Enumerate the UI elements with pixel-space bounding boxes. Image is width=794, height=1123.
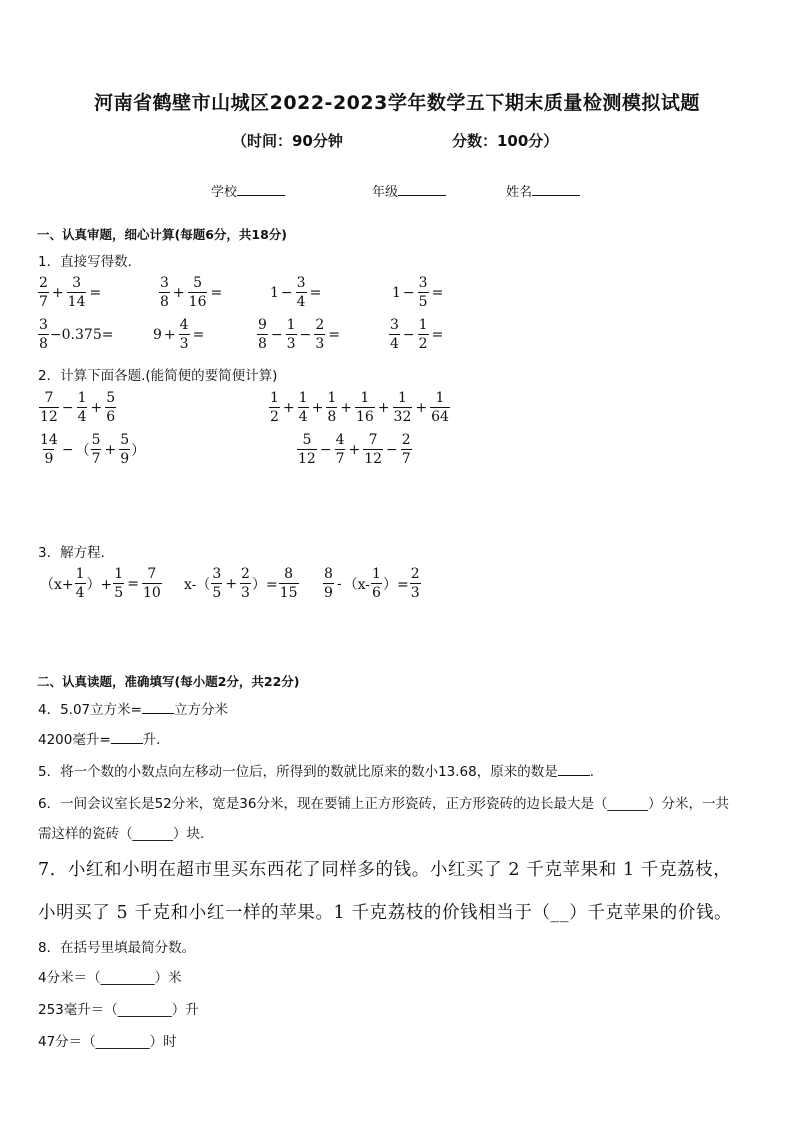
- fraction: $\frac{2}{7}$: [401, 432, 411, 467]
- fraction: $\frac{3}{8}$: [39, 317, 48, 352]
- page-title: 河南省鹤壁市山城区2022-2023学年数学五下期末质量检测模拟试题: [94, 92, 700, 114]
- school-field[interactable]: [211, 181, 285, 200]
- fraction: $\frac{8}{15}$: [279, 566, 298, 601]
- exam-score: 分数：100分）: [452, 132, 559, 150]
- q8-item-3: 47分＝（________）时: [38, 1034, 177, 1050]
- section2-heading: 二、认真读题，准确填写(每小题2分，共22分): [37, 674, 300, 689]
- q1-expr-2: $\frac{3}{8}$ + $\frac{5}{16}$ =: [160, 275, 223, 310]
- fraction: $\frac{2}{3}$: [410, 566, 420, 601]
- fraction: $\frac{2}{7}$: [39, 275, 48, 310]
- grade-field[interactable]: [372, 181, 446, 200]
- q4-part-a: 4．5.07立方米= 立方分米: [38, 702, 228, 718]
- q1-expr-4: 1 − $\frac{3}{5}$ =: [392, 275, 444, 310]
- q1-expr-8: $\frac{3}{4}$ − $\frac{1}{2}$ =: [390, 317, 444, 352]
- q8-label: 8．在括号里填最简分数。: [38, 940, 196, 956]
- fraction: $\frac{8}{9}$: [324, 566, 333, 601]
- fraction: $\frac{1}{6}$: [372, 566, 381, 601]
- q1-expr-7: $\frac{9}{8}$ − $\frac{1}{3}$ − $\frac{2}{3}$ =: [258, 317, 340, 352]
- q2-expr-3: $\frac{14}{9}$ − （ $\frac{5}{7}$ + $\frac{5}{9}$ ）: [40, 432, 146, 467]
- section1-heading: 一、认真审题，细心计算(每题6分，共18分): [37, 227, 288, 242]
- fraction: $\frac{1}{64}$: [431, 390, 449, 425]
- grade-label: 年级: [372, 185, 399, 200]
- q7-line-2: 小明买了 5 千克和小红一样的苹果。1 千克荔枝的价钱相当于（__）千克苹果的价钱。: [38, 903, 733, 923]
- q6-line-1: 6．一间会议室长是52分米，宽是36分米，现在要铺上正方形瓷砖，正方形瓷砖的边长最大是（______）分米，一共: [38, 796, 729, 812]
- fraction: $\frac{1}{5}$: [114, 566, 124, 601]
- fraction: $\frac{2}{3}$: [241, 566, 250, 601]
- q8-item-2: 253毫升＝（________）升: [38, 1002, 199, 1018]
- name-label: 姓名: [506, 185, 533, 200]
- q3-label: 3．解方程.: [38, 545, 105, 561]
- fraction: $\frac{4}{7}$: [335, 432, 345, 467]
- q5-text: 5．将一个数的小数点向左移动一位后，所得到的数就比原来的数小13.68，原来的数是 .: [38, 764, 595, 780]
- fraction: $\frac{2}{3}$: [315, 317, 325, 352]
- q2-expr-1: $\frac{7}{12}$ − $\frac{1}{4}$ + $\frac{5}{6}$: [40, 390, 116, 425]
- q1-expr-5: $\frac{3}{8}$ −0.375=: [39, 317, 114, 352]
- fraction: $\frac{1}{2}$: [418, 317, 428, 352]
- fraction: $\frac{3}{8}$: [160, 275, 169, 310]
- fraction: $\frac{5}{12}$: [298, 432, 316, 467]
- fraction: $\frac{1}{3}$: [286, 317, 296, 352]
- fraction: $\frac{1}{16}$: [355, 390, 374, 425]
- fraction: $\frac{1}{4}$: [298, 390, 308, 425]
- q2-expr-4: $\frac{5}{12}$ − $\frac{4}{7}$ + $\frac{7}{12}$ − $\frac{2}{7}$: [298, 432, 411, 467]
- fraction: $\frac{1}{4}$: [77, 390, 87, 425]
- q1-label: 1．直接写得数.: [38, 254, 132, 270]
- q2-expr-2: $\frac{1}{2}$ + $\frac{1}{4}$ + $\frac{1}{8}$ + $\frac{1}{16}$ + $\frac{1}{32}$ + $\frac{1}{64}$: [270, 390, 449, 425]
- fraction: $\frac{1}{32}$: [393, 390, 412, 425]
- q7-line-1: 7．小红和小明在超市里买东西花了同样多的钱。小红买了 2 千克苹果和 1 千克荔枝，: [38, 860, 732, 880]
- school-label: 学校: [211, 185, 238, 200]
- q3-equation-1: （x+ $\frac{1}{4}$ ）+ $\frac{1}{5}$ = $\frac{7}{10}$: [40, 566, 161, 601]
- q3-equation-2: x-（ $\frac{3}{5}$ + $\frac{2}{3}$ ）= $\frac{8}{15}$: [184, 566, 298, 601]
- q6-line-2: 需这样的瓷砖（______）块.: [38, 826, 205, 842]
- fraction: $\frac{5}{16}$: [188, 275, 207, 310]
- fraction: $\frac{3}{5}$: [418, 275, 428, 310]
- fraction: $\frac{7}{10}$: [142, 566, 161, 601]
- answer-blank[interactable]: [558, 763, 590, 776]
- q4-part-b: 4200毫升= 升.: [38, 732, 161, 748]
- answer-blank[interactable]: [111, 731, 143, 744]
- fraction: $\frac{1}{8}$: [327, 390, 337, 425]
- fraction: $\frac{5}{6}$: [106, 390, 116, 425]
- q3-equation-3: $\frac{8}{9}$ - （x- $\frac{1}{6}$ ）= $\frac{2}{3}$: [324, 566, 420, 601]
- q2-label: 2．计算下面各题.(能简便的要简便计算): [38, 368, 278, 384]
- fraction: $\frac{4}{3}$: [179, 317, 189, 352]
- fraction: $\frac{9}{8}$: [258, 317, 267, 352]
- fraction: $\frac{14}{9}$: [40, 432, 58, 467]
- name-field[interactable]: [506, 181, 580, 200]
- fraction: $\frac{1}{2}$: [270, 390, 279, 425]
- q1-expr-3: 1 − $\frac{3}{4}$ =: [270, 275, 322, 310]
- exam-time: （时间：90分钟: [232, 132, 343, 150]
- fraction: $\frac{7}{12}$: [40, 390, 58, 425]
- fraction: $\frac{7}{12}$: [364, 432, 383, 467]
- fraction: $\frac{5}{7}$: [91, 432, 101, 467]
- fraction: $\frac{3}{5}$: [212, 566, 222, 601]
- q1-expr-6: 9 + $\frac{4}{3}$ =: [153, 317, 205, 352]
- fraction: $\frac{1}{4}$: [75, 566, 85, 601]
- fraction: $\frac{5}{9}$: [120, 432, 130, 467]
- fraction: $\frac{3}{14}$: [67, 275, 86, 310]
- q8-item-1: 4分米＝（________）米: [38, 970, 182, 986]
- fraction: $\frac{3}{4}$: [296, 275, 306, 310]
- fraction: $\frac{3}{4}$: [390, 317, 399, 352]
- q1-expr-1: $\frac{2}{7}$ + $\frac{3}{14}$ =: [39, 275, 102, 310]
- answer-blank[interactable]: [142, 701, 174, 714]
